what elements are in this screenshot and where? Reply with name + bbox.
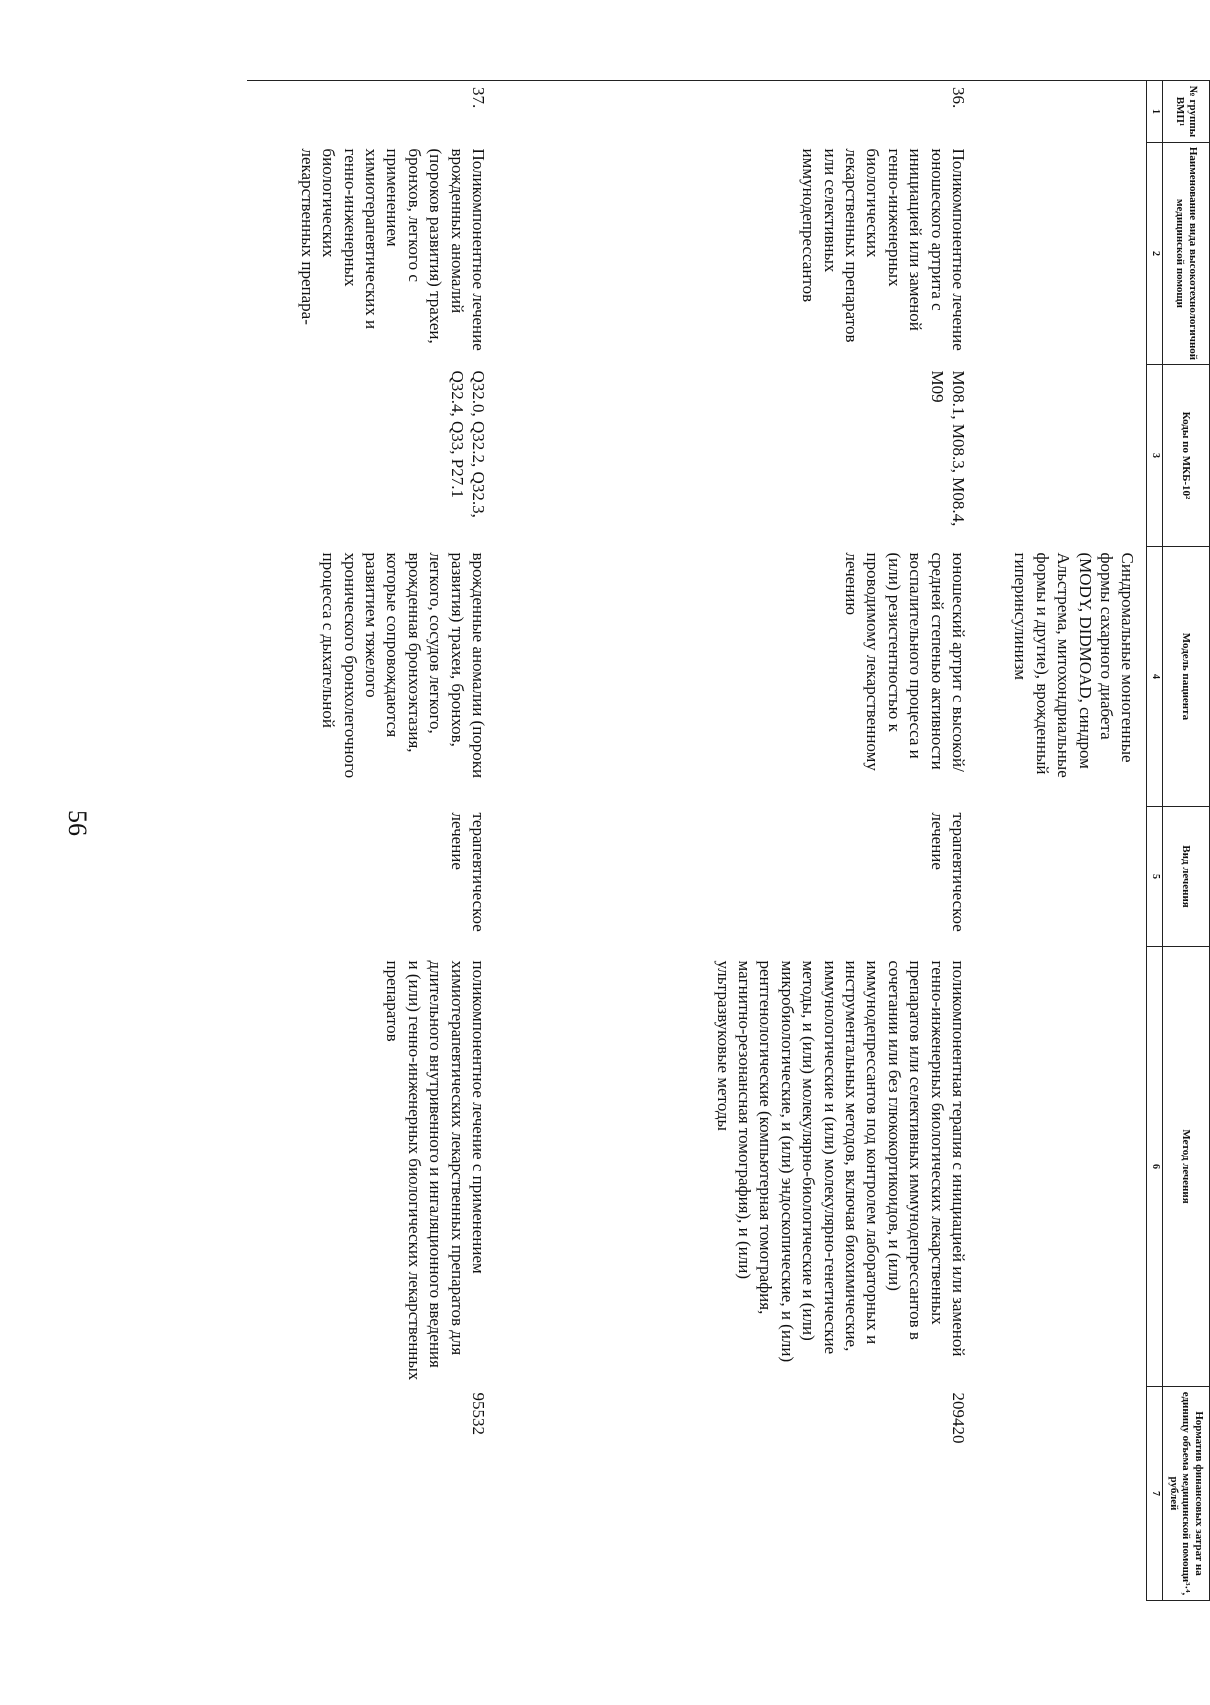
cell-method: поликомпонентное лечение с применением химиотерапевтических лекарственных препаратов для длительного внутривенного и ингаляционного введения и (или) генно-инженерных биологических лекарственных препаратов: [383, 960, 488, 1381]
column-number-row: [1147, 81, 1163, 1601]
header-name: Наименование вида высокотехнологичной медицинской помощи: [1163, 143, 1210, 365]
cell-type: терапевтическое лечение: [927, 812, 968, 932]
cell-method: [977, 947, 1147, 1387]
table-row: [247, 81, 497, 1601]
header-model: Модель пациента: [1163, 547, 1210, 807]
cell-cost: 209420: [948, 1392, 968, 1444]
cell-cost: 95532: [468, 1392, 488, 1435]
cell-codes: M08.1, M08.3, M08.4, M09: [927, 370, 968, 527]
table-row: [977, 81, 1147, 1601]
cell-type: терапевтическое лечение: [447, 812, 488, 932]
cell-name: [977, 143, 1147, 365]
header-row: [1163, 81, 1210, 1601]
cell-codes: Q32.0, Q32.2, Q32.3, Q32.4, Q33, P27.1: [447, 370, 488, 518]
cell-group: [977, 81, 1147, 143]
column-number: 4: [1147, 547, 1163, 807]
column-number: 5: [1147, 807, 1163, 947]
column-number: 1: [1147, 81, 1163, 143]
cell-model: Синдромальные моногенные формы сахарного диабета (MODY, DIDMOAD, синдром Альстрема, митохондриальные формы и другие), врожденный гиперинсулинизм: [1011, 552, 1138, 778]
page-number: 56: [63, 810, 92, 836]
cell-name: Поликомпонентное лечение врожденных аномалий (пороков развития) трахеи, бронхов, легкого с применением химиотерапевтических и генно-инженерных биологических лекарственных препара-: [297, 148, 488, 351]
header-method: Метод лечения: [1163, 947, 1210, 1387]
column-number: 7: [1147, 1387, 1163, 1601]
cell-model: врожденные аномалии (пороки развития) трахеи, бронхов, легкого, сосудов легкого, врожденная бронхоэктазия, которые сопровождаются развитием тяжелого хронического бронхолегочного процесса с дыхательной: [319, 552, 488, 779]
column-number: 3: [1147, 365, 1163, 547]
header-cost: Норматив финансовых затрат на единицу объема медицинской помощи³·⁴, рублей: [1163, 1387, 1210, 1601]
cell-group: 37.: [247, 81, 497, 143]
header-codes: Коды по МКБ-10²: [1163, 365, 1210, 547]
cell-cost: [977, 1387, 1147, 1601]
header-group: № группы ВМП¹: [1163, 81, 1210, 143]
header-type: Вид лечения: [1163, 807, 1210, 947]
cell-name: Поликомпонентное лечение юношеского артрита с инициацией или заменой генно-инженерных биологических лекарственных препаратов или селективных иммунодепрессантов: [799, 148, 968, 351]
cell-type: [977, 807, 1147, 947]
column-number: 6: [1147, 947, 1163, 1387]
vmp-table: [247, 80, 1210, 1601]
table-row: [497, 81, 977, 1601]
column-number: 2: [1147, 143, 1163, 365]
cell-method: поликомпонентная терапия с инициацией или заменой генно-инженерных биологических лекарственных препаратов или селективных иммунодепрессантов в сочетании или без глюкокортикоидов, и (или) иммунодепрессантов под контролем лабораторных и инструментальных методов, включая биохимические, иммунологические и (или) молекулярно-генетические методы, и (или) молекулярно-биологические и (или) микробиологические, и (или) эндоскопические, и (или) рентгенологические (компьютерная томография, магнитно-резонансная томография), и (или) ультразвуковые методы: [713, 960, 968, 1363]
cell-group: 36.: [497, 81, 977, 143]
rotated-table-container: [150, 80, 1210, 1600]
cell-model: юношеский артрит с высокой/средней степенью активности воспалительного процесса и (или) резистентностью к проводимому лекарственному лечению: [841, 552, 968, 772]
cell-codes: [977, 365, 1147, 547]
